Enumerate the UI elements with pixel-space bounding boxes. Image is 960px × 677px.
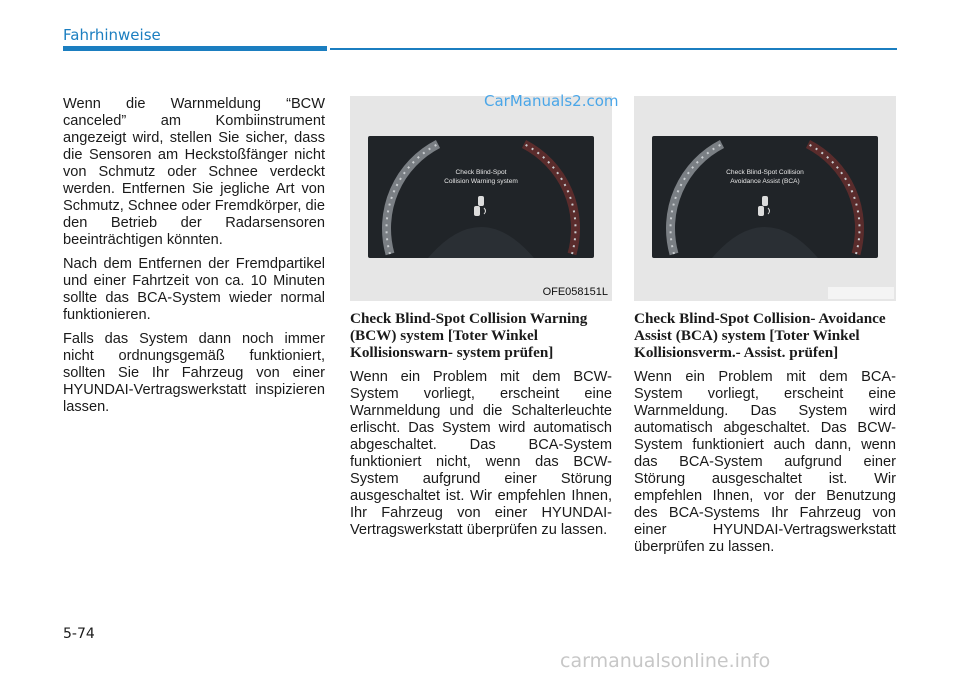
watermark-link[interactable]: CarManuals2.com <box>484 92 619 110</box>
cluster-display <box>652 136 878 258</box>
column-left <box>63 96 325 423</box>
paragraph: Wenn ein Problem mit dem BCA-System vorliegt, erscheint eine Warnmeldung. Das System wird automatisch abgeschaltet. Das BCW-System funktioniert auch dann, wenn das BCA-System aufgrund einer Störung ausgeschaltet ist. Wir empfehlen Ihnen, vor der Benutzung des BCA-Systems Ihr Fahrzeug von einer HYUNDAI-Vertragswerkstatt überprüfen zu lassen. <box>634 369 896 555</box>
section-heading-bca: Check Blind-Spot Collision- Avoidance Assist (BCA) system [Toter Winkel Kollisionsverm.- Assist. prüfen] <box>634 310 886 361</box>
page-number: 5-74 <box>63 626 95 642</box>
paragraph: Nach dem Entfernen der Fremdpartikel und einer Fahrtzeit von ca. 10 Minuten sollte das BCA-System wieder normal funktionieren. <box>63 256 325 323</box>
column-middle <box>350 310 612 546</box>
warning-message: Check Blind-Spot Collision Warning system <box>444 169 518 185</box>
car-radar-icon <box>472 194 490 218</box>
cluster-display <box>368 136 594 258</box>
figure-code-mask <box>828 287 894 299</box>
warning-message: Check Blind-Spot Collision Avoidance Assist (BCA) <box>726 169 804 185</box>
figure-bcw-warning <box>350 96 612 301</box>
section-heading-bcw: Check Blind-Spot Collision Warning (BCW) system [Toter Winkel Kollisionswarn- system prüfen] <box>350 310 588 361</box>
figure-code: OFE058151L <box>542 286 608 298</box>
car-radar-icon <box>756 194 774 218</box>
paragraph: Falls das System dann noch immer nicht ordnungsgemäß funktioniert, sollten Sie Ihr Fahrzeug von einer HYUNDAI-Vertragswerkstatt inspizieren lassen. <box>63 331 325 415</box>
figure-bca-warning <box>634 96 896 301</box>
site-watermark[interactable]: carmanualsonline.info <box>560 650 771 672</box>
paragraph: Wenn ein Problem mit dem BCW-System vorliegt, erscheint eine Warnmeldung und die Schalterleuchte erlischt. Das System wird automatisch abgeschaltet. Das BCA-System funktioniert nicht, wenn das BCW-System aufgrund einer Störung ausgeschaltet ist. Wir empfehlen Ihnen, Ihr Fahrzeug von einer HYUNDAI-Vertragswerkstatt überprüfen zu lassen. <box>350 369 612 538</box>
section-title: Fahrhinweise <box>63 26 161 44</box>
header-rule-thin <box>330 48 897 50</box>
column-right <box>634 310 896 563</box>
header-rule-thick <box>63 46 327 51</box>
paragraph: Wenn die Warnmeldung “BCW canceled” am Kombiinstrument angezeigt wird, stellen Sie sicher, dass die Sensoren am Heckstoßfänger nicht von Schmutz oder Schnee verdeckt werden. Entfernen Sie jegliche Art von Schmutz, Schnee oder Fremdkörper, die den Betrieb der Radarsensoren beeinträchtigen könnten. <box>63 96 326 248</box>
